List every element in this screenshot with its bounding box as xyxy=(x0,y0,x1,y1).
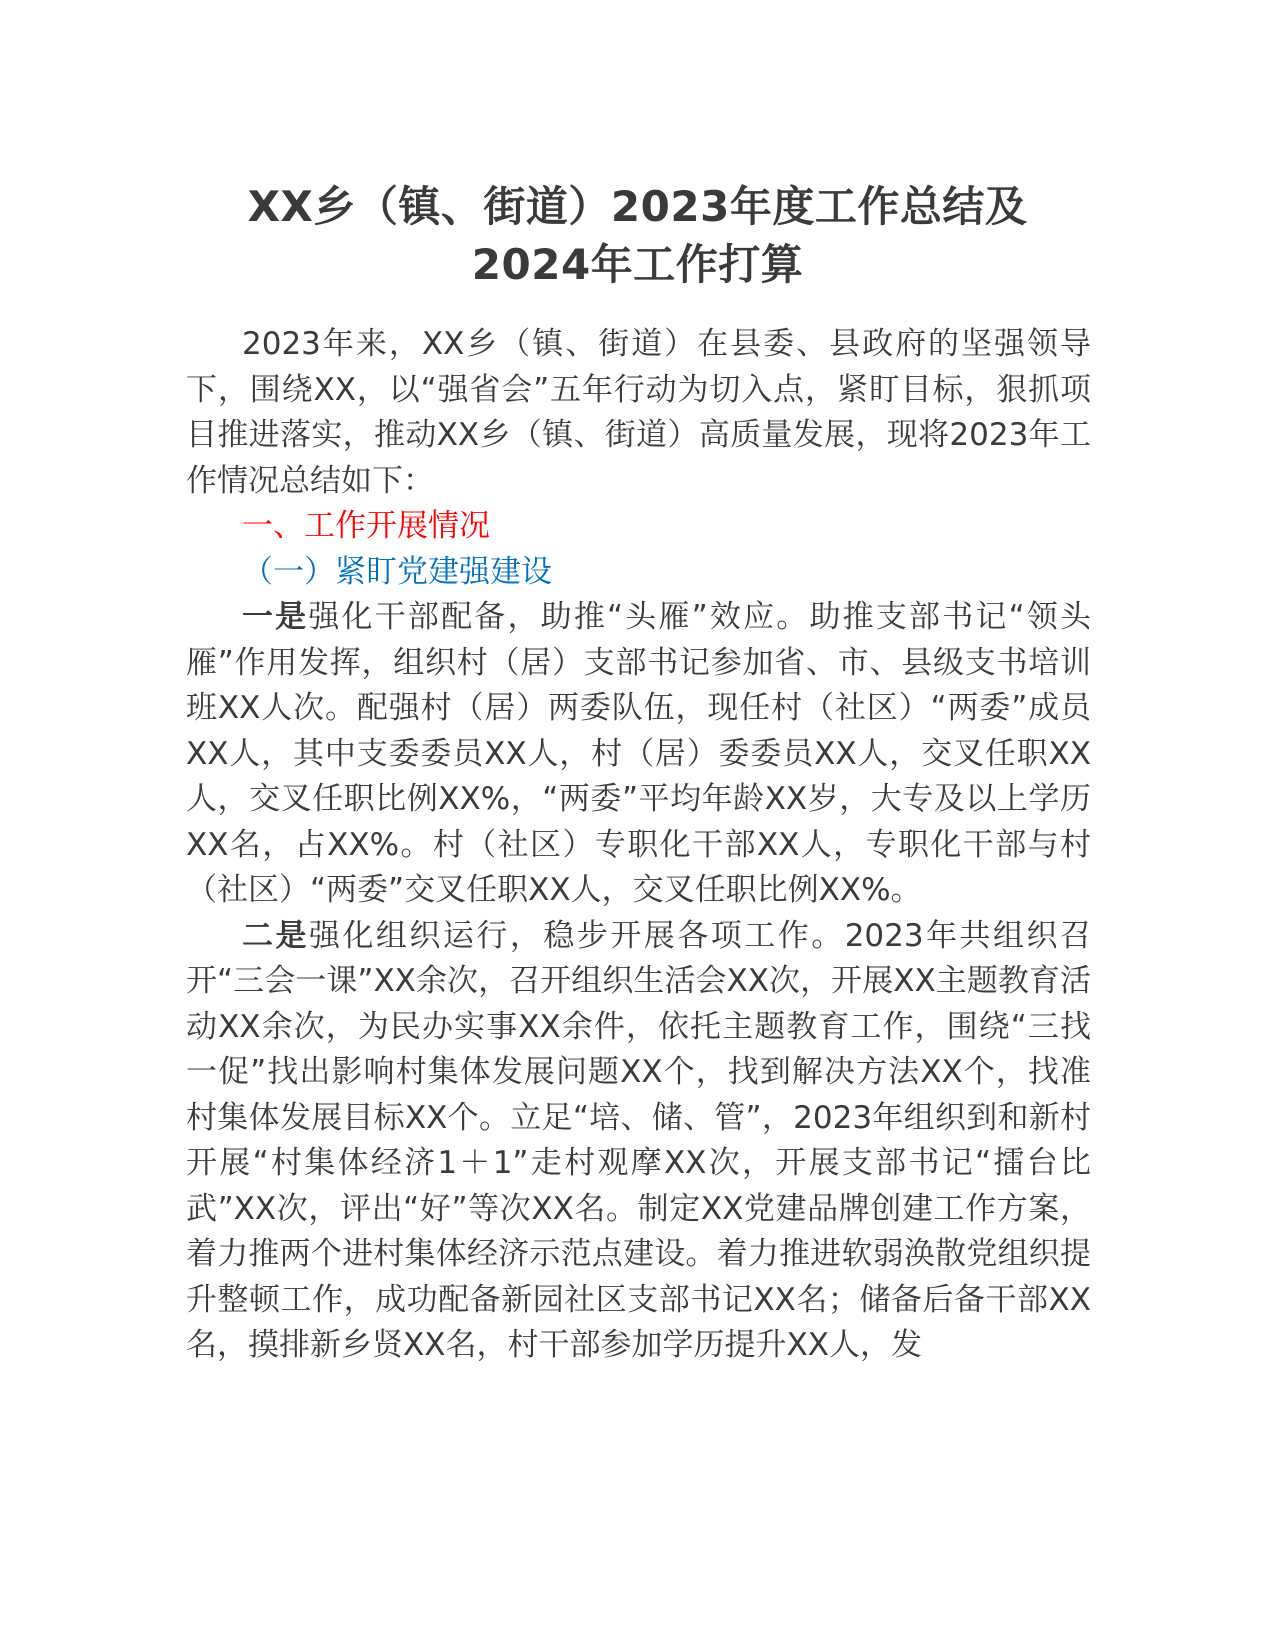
document-body xyxy=(186,322,1091,1369)
document-title xyxy=(160,178,1115,294)
paragraph-2-lead: 二是 xyxy=(242,917,309,954)
paragraph-2 xyxy=(186,914,1091,1369)
section-heading: 一、工作开展情况 xyxy=(242,508,490,544)
paragraph-1-text: 强化干部配备，助推“头雁”效应。助推支部书记“领头雁”作用发挥，组织村（居）支部书记参加省、市、县级支书培训班XX人次。配强村（居）两委队伍，现任村（社区）“两委”成员XX人，其中支委委员XX人，村（居）委委员XX人，交叉任职XX人，交叉任职比例XX%，“两委”平均年龄XX岁，大专及以上学历XX名，占XX%。村（社区）专职化干部XX人，专职化干部与村（社区）“两委”交叉任职XX人，交叉任职比例XX%。 xyxy=(186,599,1091,908)
intro-paragraph: 2023年来，XX乡（镇、街道）在县委、县政府的坚强领导下，围绕XX，以“强省会”五年行动为切入点，紧盯目标，狠抓项目推进落实，推动XX乡（镇、街道）高质量发展，现将2023年工作情况总结如下： xyxy=(186,326,1091,499)
paragraph-1-lead: 一是 xyxy=(242,599,309,635)
title-line-2: 2024年工作打算 xyxy=(471,240,804,289)
title-line-1: XX乡（镇、街道）2023年度工作总结及 xyxy=(247,182,1028,231)
subsection-heading: （一）紧盯党建强建设 xyxy=(242,553,552,590)
paragraph-1 xyxy=(186,595,1091,914)
paragraph-2-text: 强化组织运行，稳步开展各项工作。2023年共组织召开“三会一课”XX余次，召开组织生活会XX次，开展XX主题教育活动XX余次，为民办实事XX余件，依托主题教育工作，围绕“三找一促”找出影响村集体发展问题XX个，找到解决方法XX个，找准村集体发展目标XX个。立足“培、储、管”，2023年组织到和新村开展“村集体经济1＋1”走村观摩XX次，开展支部书记“擂台比武”XX次，评出“好”等次XX名。制定XX党建品牌创建工作方案，着力推两个进村集体经济示范点建设。着力推进软弱涣散党组织提升整顿工作，成功配备新园社区支部书记XX名；储备后备干部XX名，摸排新乡贤XX名，村干部参加学历提升XX人，发 xyxy=(186,917,1092,1363)
